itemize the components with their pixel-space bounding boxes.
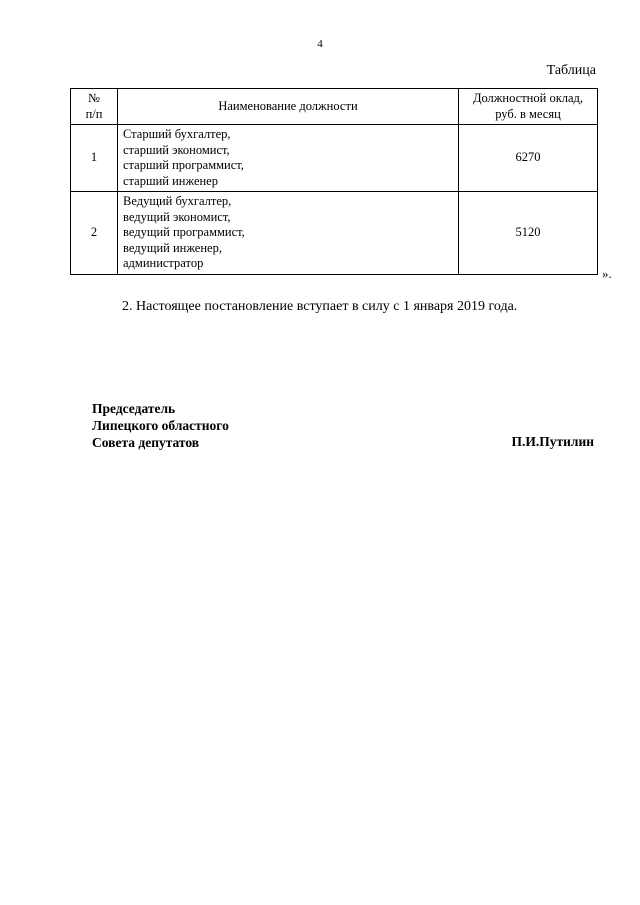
table-header-row <box>71 89 598 125</box>
header-salary-line: Должностной оклад, <box>472 91 584 105</box>
position-name: ведущий программист, <box>123 225 245 240</box>
effective-date-clause: 2. Настоящее постановление вступает в силу с 1 января 2019 года. <box>122 299 518 314</box>
header-number-line: п/п <box>85 106 103 121</box>
row-salary: 5120 <box>459 192 598 275</box>
position-name: Ведущий бухгалтер, <box>123 194 232 209</box>
header-number <box>71 89 118 125</box>
signature-title-line: Липецкого областного <box>92 418 229 433</box>
header-salary-line: руб. в месяц <box>495 106 561 121</box>
position-name: ведущий инженер, <box>123 240 222 255</box>
position-name: Старший бухгалтер, <box>123 127 231 141</box>
page-number: 4 <box>317 38 323 50</box>
signer-name: П.И.Путилин <box>511 434 594 449</box>
row-number: 1 <box>71 125 118 192</box>
position-name: старший инженер <box>123 173 218 188</box>
signature-title-line: Совета депутатов <box>92 435 200 450</box>
closing-quote: ». <box>602 266 612 281</box>
salary-table <box>70 88 598 275</box>
table-caption: Таблица <box>546 63 596 78</box>
header-salary <box>459 89 598 125</box>
table-row <box>71 125 598 192</box>
position-name: старший программист, <box>123 158 244 172</box>
position-name: администратор <box>123 256 204 271</box>
header-position-name: Наименование должности <box>118 89 459 125</box>
row-position-names <box>118 192 459 275</box>
position-name: старший экономист, <box>123 142 230 157</box>
row-number: 2 <box>71 192 118 275</box>
table-row <box>71 192 598 275</box>
row-salary: 6270 <box>459 125 598 192</box>
row-position-names <box>118 125 459 192</box>
position-name: ведущий экономист, <box>123 209 231 224</box>
signature-title-line: Председатель <box>92 401 176 416</box>
signature-block <box>92 400 229 451</box>
header-number-line: № <box>88 91 100 105</box>
